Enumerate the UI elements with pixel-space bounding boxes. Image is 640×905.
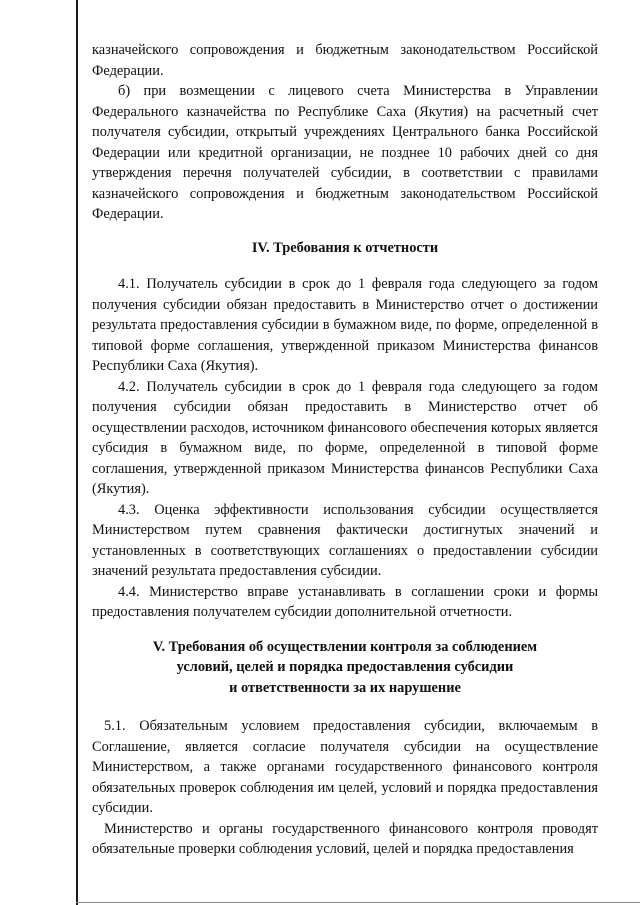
paragraph-continuation: казначейского сопровождения и бюджетным законодательством Российской Федерации.: [92, 42, 598, 79]
paragraph-b: б) при возмещении с лицевого счета Министерства в Управлении Федерального казначейства по Республике Саха (Якутия) на расчетный счет получателя субсидии, открытый учреждениях Центрального банка Российской Федерации или кредитной организации, не позднее 10 рабочих дней со дня утверждения перечня получателей субсидии, в соответствии с правилами казначейского сопровождения и бюджетным законодательством Российской Федерации.: [92, 83, 598, 222]
section-5-heading-line-1: V. Требования об осуществлении контроля за соблюдением: [152, 638, 538, 655]
paragraph-4-1: 4.1. Получатель субсидии в срок до 1 февраля года следующего за годом получения субсидии обязан предоставить в Министерство отчет о достижении результата предоставления субсидии в бумажном виде, по форме, определенной в типовой форме соглашения, утвержденной приказом Министерства финансов Республики Саха (Якутия).: [92, 276, 598, 374]
bottom-edge-rule: [76, 902, 640, 903]
section-5-heading-line-2: условий, целей и порядка предоставления субсидии: [176, 659, 514, 675]
paragraph-5-1: 5.1. Обязательным условием предоставления субсидии, включаемым в Соглашение, является согласие получателя субсидии на осуществление Министерством, а также органами государственного финансового контроля обязательных проверок соблюдения им целей, условий и порядка предоставления субсидии.: [92, 718, 598, 816]
paragraph-5-2: Министерство и органы государственного финансового контроля проводят обязательные проверки соблюдения условий, целей и порядка предоставления: [92, 820, 598, 857]
section-5-heading-line-3: и ответственности за их нарушение: [229, 679, 461, 696]
paragraph-4-4: 4.4. Министерство вправе устанавливать в соглашении сроки и формы предоставления получателем субсидии дополнительной отчетности.: [92, 583, 598, 620]
left-margin-rule: [76, 0, 78, 905]
document-page: [92, 40, 598, 860]
paragraph-4-2: 4.2. Получатель субсидии в срок до 1 февраля года следующего за годом получения субсидии обязан предоставить в Министерство отчет об осуществлении расходов, источником финансового обеспечения которых является субсидия в бумажном виде, по форме, определенной в типовой форме соглашения, утвержденной приказом Министерства финансов Республики Саха (Якутия).: [92, 378, 598, 497]
section-5-heading: [92, 637, 598, 699]
section-4-heading: IV. Требования к отчетности: [251, 239, 439, 256]
paragraph-4-3: 4.3. Оценка эффективности использования субсидии осуществляется Министерством путем сравнения фактически достигнутых значений и установленных в соответствующих соглашениях о предоставлении субсидии значений результата предоставления субсидии.: [92, 501, 598, 579]
